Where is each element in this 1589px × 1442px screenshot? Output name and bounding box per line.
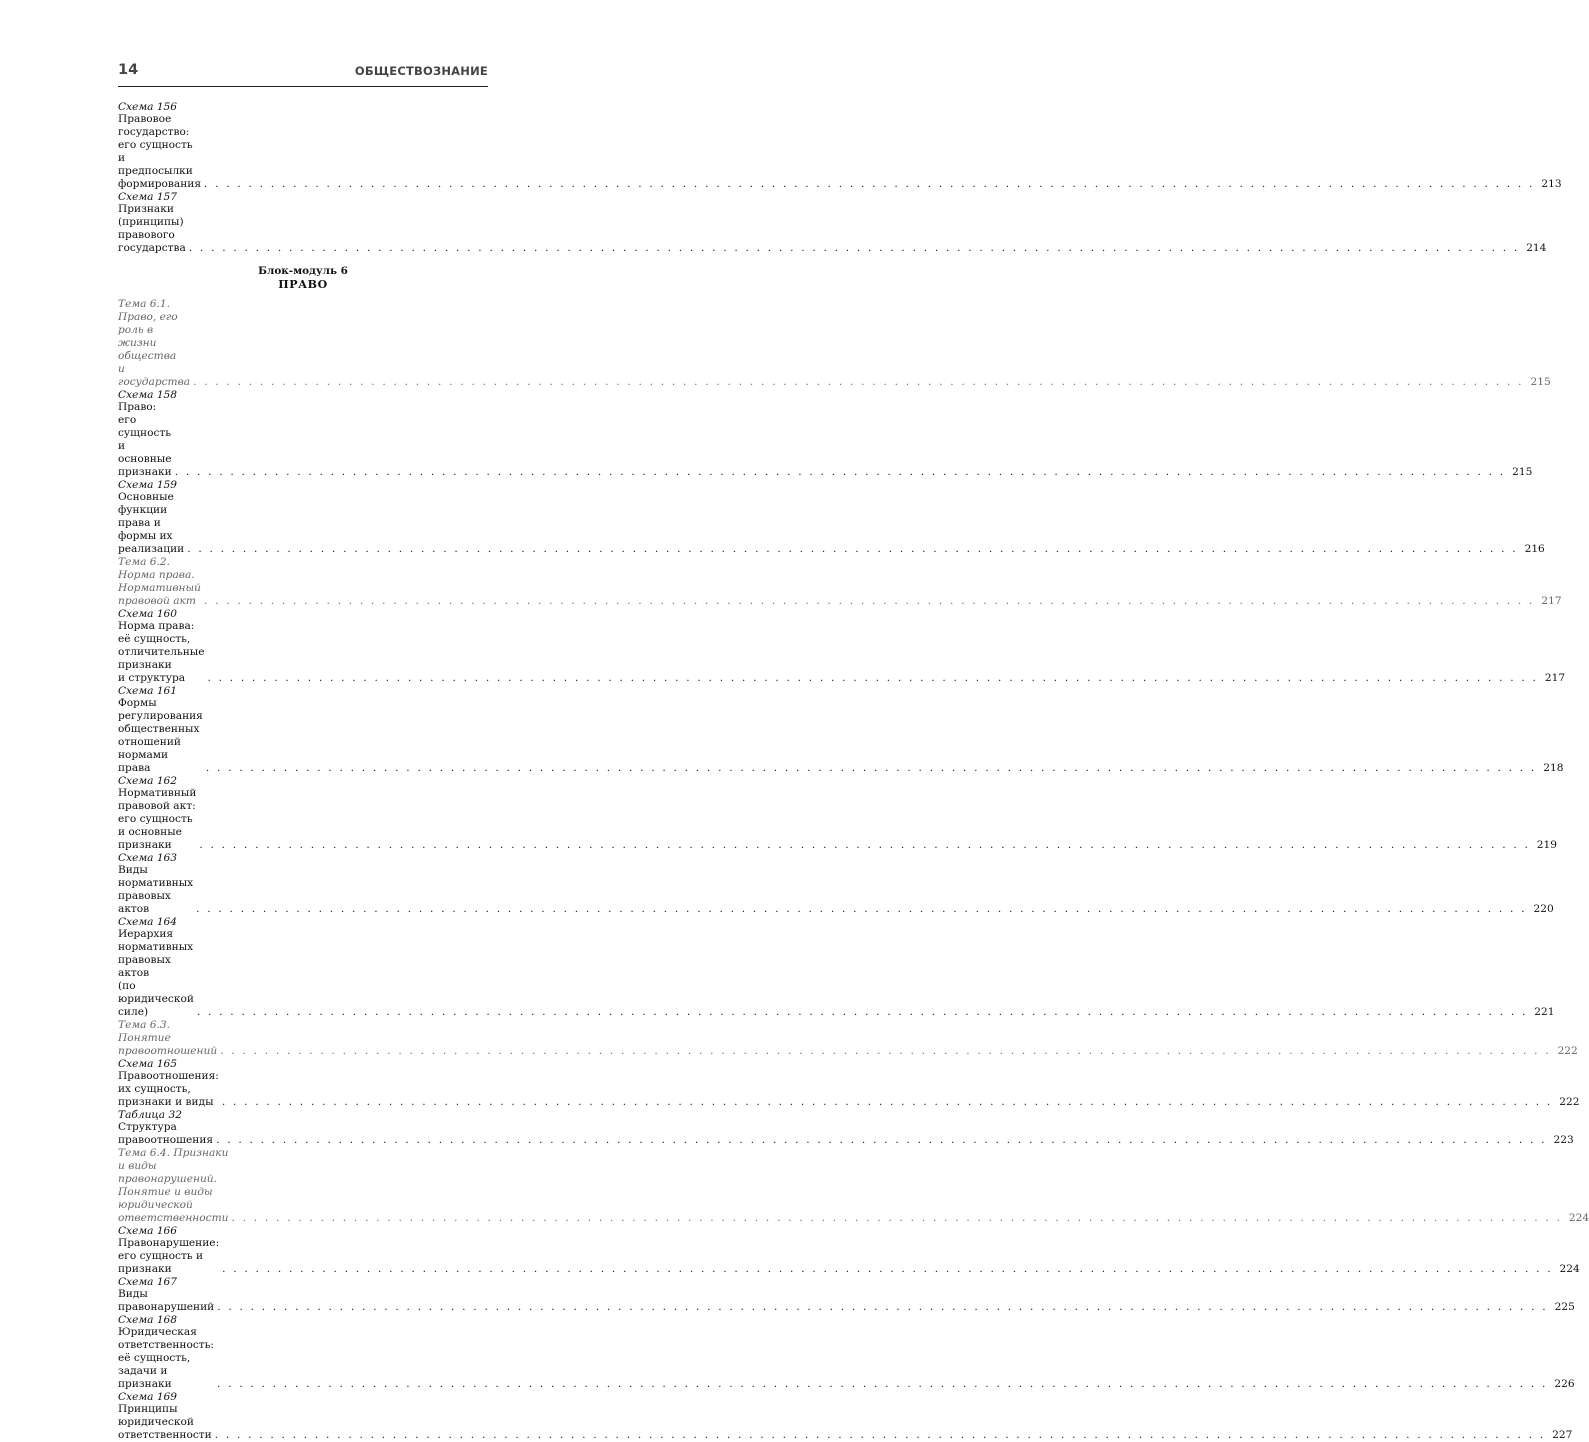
toc-text: Схема 162 [118,775,178,787]
toc-entry [118,697,1564,775]
toc-entry [118,203,1547,255]
toc-entry [118,620,1566,685]
toc-text: Схема 169 [118,1391,178,1403]
dot-leader: . . . . . . . . . . . . . . . . . . . . . . . . . . . . . . . . . . . . . . . . . . . . . . . . . . . . . . . . . . . . . . . . . . . . . . . . . . . . . . . . . . . . . . . . . . . . . . . . . . . . . . . . . . . . . . . . . . . . . . . . [199,839,1531,851]
toc-theme-entry [118,556,1562,608]
page-ref: 221 [1534,1006,1555,1018]
toc-entry [118,1237,1580,1276]
page-number: 14 [118,62,139,78]
dot-leader: . . . . . . . . . . . . . . . . . . . . . . . . . . . . . . . . . . . . . . . . . . . . . . . . . . . . . . . . . . . . . . . . . . . . . . . . . . . . . . . . . . . . . . . . . . . . . . . . . . . . . . . . . . . . . . . . . . . . . . . . [188,242,1520,254]
page-ref: 224 [1559,1263,1580,1275]
toc-theme-entry [118,1147,1589,1225]
toc-entry [118,401,1533,479]
toc-label [118,916,488,928]
toc-text: Схема 160 [118,608,178,620]
dot-leader: . . . . . . . . . . . . . . . . . . . . . . . . . . . . . . . . . . . . . . . . . . . . . . . . . . . . . . . . . . . . . . . . . . . . . . . . . . . . . . . . . . . . . . . . . . . . . . . . . . . . . . . . . . . . . . . . . . . . . . . . [217,1378,1548,1390]
toc-entry [118,1326,1575,1391]
toc-label [118,191,488,203]
toc-entry [118,1288,1575,1314]
toc-text: Виды нормативных правовых актов [118,864,194,915]
dot-leader: . . . . . . . . . . . . . . . . . . . . . . . . . . . . . . . . . . . . . . . . . . . . . . . . . . . . . . . . . . . . . . . . . . . . . . . . . . . . . . . . . . . . . . . . . . . . . . . . . . . . . . . . . . . . . . . . . . . . . . . . [216,1134,1547,1146]
toc-text: Правоотношения: их сущность, признаки и виды [118,1070,219,1108]
toc-theme-entry [118,298,1551,389]
toc-entry [118,491,1545,556]
toc-text: Схема 157 [118,191,178,203]
toc-text: Право: его сущность и основные признаки [118,401,172,478]
dot-leader: . . . . . . . . . . . . . . . . . . . . . . . . . . . . . . . . . . . . . . . . . . . . . . . . . . . . . . . . . . . . . . . . . . . . . . . . . . . . . . . . . . . . . . . . . . . . . . . . . . . . . . . . . . . . . . . . . . . . . . . . [204,178,1535,190]
toc-label [118,1225,488,1237]
page-ref: 222 [1557,1045,1578,1057]
page-ref: 225 [1554,1301,1575,1313]
dot-leader: . . . . . . . . . . . . . . . . . . . . . . . . . . . . . . . . . . . . . . . . . . . . . . . . . . . . . . . . . . . . . . . . . . . . . . . . . . . . . . . . . . . . . . . . . . . . . . . . . . . . . . . . . . . . . . . . . . . . . . . . [203,595,1535,607]
page-ref: 226 [1554,1378,1575,1390]
page-ref: 223 [1553,1134,1574,1146]
toc-text: Иерархия нормативных правовых актов (по юридической силе) [118,928,194,1018]
toc-entry [118,1403,1573,1442]
dot-leader: . . . . . . . . . . . . . . . . . . . . . . . . . . . . . . . . . . . . . . . . . . . . . . . . . . . . . . . . . . . . . . . . . . . . . . . . . . . . . . . . . . . . . . . . . . . . . . . . . . . . . . . . . . . . . . . . . . . . . . . . [196,903,1527,915]
page-ref: 217 [1541,595,1562,607]
toc-label [118,685,488,697]
toc-text: Принципы юридической ответственности [118,1403,212,1441]
toc-text: Схема 158 [118,389,178,401]
toc-label [118,852,488,864]
toc-text: Схема 156 [118,101,178,113]
toc-label [118,1391,488,1403]
dot-leader: . . . . . . . . . . . . . . . . . . . . . . . . . . . . . . . . . . . . . . . . . . . . . . . . . . . . . . . . . . . . . . . . . . . . . . . . . . . . . . . . . . . . . . . . . . . . . . . . . . . . . . . . . . . . . . . . . . . . . . . . [196,1006,1528,1018]
dot-leader: . . . . . . . . . . . . . . . . . . . . . . . . . . . . . . . . . . . . . . . . . . . . . . . . . . . . . . . . . . . . . . . . . . . . . . . . . . . . . . . . . . . . . . . . . . . . . . . . . . . . . . . . . . . . . . . . . . . . . . . . [222,1263,1553,1275]
dot-leader: . . . . . . . . . . . . . . . . . . . . . . . . . . . . . . . . . . . . . . . . . . . . . . . . . . . . . . . . . . . . . . . . . . . . . . . . . . . . . . . . . . . . . . . . . . . . . . . . . . . . . . . . . . . . . . . . . . . . . . . . [221,1096,1553,1108]
page-ref: 215 [1530,376,1551,388]
toc-entry [118,787,1558,852]
block-module-subject: ПРАВО [278,278,328,291]
toc-text: Юридическая ответственность: её сущность, задачи и признаки [118,1326,214,1390]
toc-label [118,389,488,401]
toc-text: Схема 159 [118,479,178,491]
toc-entry [118,928,1555,1019]
toc-text: Схема 167 [118,1276,178,1288]
toc-text: Тема 6.1. Право, его роль в жизни общества и государства [118,298,191,388]
dot-leader: . . . . . . . . . . . . . . . . . . . . . . . . . . . . . . . . . . . . . . . . . . . . . . . . . . . . . . . . . . . . . . . . . . . . . . . . . . . . . . . . . . . . . . . . . . . . . . . . . . . . . . . . . . . . . . . . . . . . . . . . [214,1429,1546,1441]
toc-text: Формы регулирования общественных отношений нормами права [118,697,203,774]
dot-leader: . . . . . . . . . . . . . . . . . . . . . . . . . . . . . . . . . . . . . . . . . . . . . . . . . . . . . . . . . . . . . . . . . . . . . . . . . . . . . . . . . . . . . . . . . . . . . . . . . . . . . . . . . . . . . . . . . . . . . . . . [217,1301,1548,1313]
page-header [118,62,488,78]
page-ref: 216 [1524,543,1545,555]
toc-text: Схема 168 [118,1314,178,1326]
dot-leader: . . . . . . . . . . . . . . . . . . . . . . . . . . . . . . . . . . . . . . . . . . . . . . . . . . . . . . . . . . . . . . . . . . . . . . . . . . . . . . . . . . . . . . . . . . . . . . . . . . . . . . . . . . . . . . . . . . . . . . . . [220,1045,1551,1057]
page-ref: 222 [1559,1096,1580,1108]
toc-text: Структура правоотношения [118,1121,214,1146]
toc-label [118,1109,488,1121]
page-ref: 214 [1526,242,1547,254]
toc-label [118,608,488,620]
page-ref: 227 [1552,1429,1573,1441]
page-ref: 224 [1568,1212,1589,1224]
toc-text: Схема 165 [118,1058,178,1070]
toc-entry [118,864,1554,916]
toc-label [118,1276,488,1288]
toc-entry [118,1121,1574,1147]
toc-text: Тема 6.4. Признаки и виды правонарушений. Понятие и виды юридической ответственности [118,1147,229,1224]
toc-text: Правонарушение: его сущность и признаки [118,1237,220,1275]
dot-leader: . . . . . . . . . . . . . . . . . . . . . . . . . . . . . . . . . . . . . . . . . . . . . . . . . . . . . . . . . . . . . . . . . . . . . . . . . . . . . . . . . . . . . . . . . . . . . . . . . . . . . . . . . . . . . . . . . . . . . . . . [174,466,1506,478]
block-module-title: Блок-модуль 6 [258,265,348,277]
header-rule [118,86,488,87]
toc-text: Норма права: её сущность, отличительные признаки и структура [118,620,205,684]
toc-text: Признаки (принципы) правового государства [118,203,186,254]
page-ref: 215 [1512,466,1533,478]
toc-entry [118,113,1562,191]
page-ref: 220 [1533,903,1554,915]
toc-text: Таблица 32 [118,1109,182,1121]
toc-label [118,479,488,491]
page-ref: 219 [1536,839,1558,851]
dot-leader: . . . . . . . . . . . . . . . . . . . . . . . . . . . . . . . . . . . . . . . . . . . . . . . . . . . . . . . . . . . . . . . . . . . . . . . . . . . . . . . . . . . . . . . . . . . . . . . . . . . . . . . . . . . . . . . . . . . . . . . . [193,376,1524,388]
toc-text: Тема 6.3. Понятие правоотношений [118,1019,218,1057]
toc-label [118,101,488,113]
toc-theme-entry [118,1019,1578,1058]
toc-text: Нормативный правовой акт: его сущность и основные признаки [118,787,197,851]
toc-label [118,775,488,787]
page-ref: 218 [1543,762,1564,774]
table-of-contents [118,101,1589,1442]
toc-text: Схема 163 [118,852,178,864]
toc-text: Схема 164 [118,916,178,928]
toc-text: Схема 161 [118,685,178,697]
dot-leader: . . . . . . . . . . . . . . . . . . . . . . . . . . . . . . . . . . . . . . . . . . . . . . . . . . . . . . . . . . . . . . . . . . . . . . . . . . . . . . . . . . . . . . . . . . . . . . . . . . . . . . . . . . . . . . . . . . . . . . . . [187,543,1518,555]
page-ref: 213 [1541,178,1562,190]
toc-text: Схема 166 [118,1225,178,1237]
toc-text: Тема 6.2. Норма права. Нормативный правовой акт [118,556,201,607]
page-ref: 217 [1544,672,1566,684]
toc-text: Основные функции права и формы их реализации [118,491,185,555]
toc-text: Виды правонарушений [118,1288,215,1313]
dot-leader: . . . . . . . . . . . . . . . . . . . . . . . . . . . . . . . . . . . . . . . . . . . . . . . . . . . . . . . . . . . . . . . . . . . . . . . . . . . . . . . . . . . . . . . . . . . . . . . . . . . . . . . . . . . . . . . . . . . . . . . . [207,672,1539,684]
running-title: ОБЩЕСТВОЗНАНИЕ [354,64,488,78]
toc-entry [118,1070,1580,1109]
toc-label [118,1314,488,1326]
dot-leader: . . . . . . . . . . . . . . . . . . . . . . . . . . . . . . . . . . . . . . . . . . . . . . . . . . . . . . . . . . . . . . . . . . . . . . . . . . . . . . . . . . . . . . . . . . . . . . . . . . . . . . . . . . . . . . . . . . . . . . . . [231,1212,1563,1224]
toc-text: Правовое государство: его сущность и предпосылки формирования [118,113,201,190]
dot-leader: . . . . . . . . . . . . . . . . . . . . . . . . . . . . . . . . . . . . . . . . . . . . . . . . . . . . . . . . . . . . . . . . . . . . . . . . . . . . . . . . . . . . . . . . . . . . . . . . . . . . . . . . . . . . . . . . . . . . . . . . [205,762,1537,774]
toc-label [118,1058,488,1070]
